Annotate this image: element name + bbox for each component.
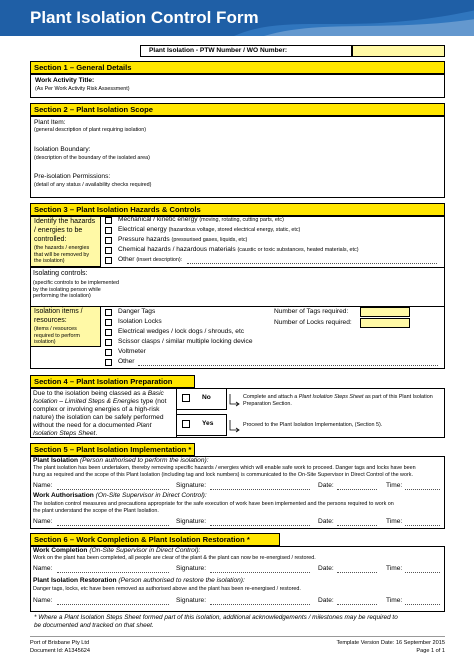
name-label: Name: [33,518,53,525]
authorisation-text-line: The isolation control measures and precautions appropriate for the safe execution of work have been implemented and the persons required to work on [33,501,394,507]
plant-item-input[interactable] [140,118,440,140]
section-6-header: Section 6 – Work Completion & Plant Isolation Restoration * [30,533,280,546]
controls-hint-line: by the isolating person while [33,286,101,293]
boundary-label: Isolation Boundary: [34,146,91,153]
authorisation-text-line: the plant understand the scope of the Plant Isolation. [33,508,159,514]
date-label: Date: [318,482,334,489]
isolation-text-line: The plant isolation has been undertaken, thereby removing specific hazards / energies which will enable safe work to proceed. Danger tags and locks have been [33,465,416,471]
isolation-date-input[interactable] [337,489,377,490]
section-4-question-line: Due to the isolation being classed as a Basic [33,390,164,397]
name-label: Name: [33,482,53,489]
footer-company: Port of Brisbane Pty Ltd [30,640,90,646]
no-action-line: Complete and attach a Plant Isolation Steps Sheet as part of this Plant Isolation [243,394,433,400]
work-activity-hint: (As Per Work Activity Risk Assessment) [35,86,130,92]
time-label: Time: [386,482,403,489]
controls-hint-line: performing the isolation) [33,293,91,299]
footer-doc-id: Document Id: A1345624 [30,648,91,654]
authorisation-heading: Work Authorisation (On-Site Supervisor in Direct Control): [33,492,207,499]
hazard-item: Mechanical / kinetic energy (moving, rotating, cutting parts, etc) [118,216,284,223]
hazards-hint-line: (the hazards / energies [34,245,90,251]
restoration-time-input[interactable] [405,604,440,605]
banner-wave-graphic [234,0,474,36]
completion-time-input[interactable] [405,572,440,573]
isolation-signature-input[interactable] [210,489,310,490]
no-checkbox[interactable] [182,394,190,402]
tags-required-input[interactable] [360,307,410,317]
boundary-input[interactable] [140,144,440,166]
item-scissor-clasps-checkbox[interactable] [105,339,112,346]
item-label: Danger Tags [118,308,156,315]
hazard-chemical-checkbox[interactable] [105,247,112,254]
isolation-text-line: hung as required and the scope of this Plant Isolation (including tag and lock numbers) is communicated to the On-Site Supervisor in Direct Control of the work. [33,472,413,478]
date-label: Date: [318,565,334,572]
name-label: Name: [33,565,53,572]
no-label: No [202,394,211,401]
item-danger-tags-checkbox[interactable] [105,309,112,316]
section-1-header: Section 1 – General Details [30,61,445,74]
isolation-heading: Plant Isolation (Person authorised to perform the isolation): [33,457,209,464]
items-label-box [30,306,101,347]
items-hint-line: isolation) [34,339,56,345]
date-label: Date: [318,518,334,525]
signature-label: Signature: [176,518,207,525]
section-4-question-line: Isolation Steps Sheet. [33,430,98,437]
restoration-heading: Plant Isolation Restoration (Person authorised to restore the isolation): [33,577,245,584]
hazard-item: Electrical energy (hazardous voltage, stored electrical energy, static, etc) [118,226,301,233]
authorisation-name-input[interactable] [57,525,169,526]
controls-label: Isolating controls: [33,270,88,277]
signature-label: Signature: [176,482,207,489]
items-hint-line: (items / resources [34,326,77,332]
authorisation-time-input[interactable] [405,525,440,526]
isolation-time-input[interactable] [405,489,440,490]
hazards-label-line: controlled: [34,236,67,243]
hazard-item: Pressure hazards (pressurised gases, liquids, etc) [118,236,248,243]
time-label: Time: [386,597,403,604]
time-label: Time: [386,565,403,572]
plant-item-label: Plant Item: [34,119,66,126]
permissions-hint: (detail of any status / availability checks required) [34,182,152,188]
item-isolation-locks-checkbox[interactable] [105,319,112,326]
hazard-other-checkbox[interactable] [105,257,112,264]
item-label: Isolation Locks [118,318,162,325]
ptw-label: Plant Isolation - PTW Number / WO Number: [149,47,288,54]
footer-divider [30,636,445,637]
name-label: Name: [33,597,53,604]
section-4-question-line: complex or involving energies of a high-risk [33,406,160,413]
items-label-line: Isolation items / [34,308,83,315]
item-other-checkbox[interactable] [105,359,112,366]
footnote-line: be documented and tracked on that sheet. [34,622,154,629]
date-label: Date: [318,597,334,604]
item-electrical-wedges-checkbox[interactable] [105,329,112,336]
section-4-header: Section 4 – Plant Isolation Preparation [30,375,195,388]
hazards-hint-line: that will be removed by [34,251,90,258]
completion-date-input[interactable] [337,572,377,573]
restoration-signature-input[interactable] [210,604,310,605]
item-other-input[interactable] [138,365,438,366]
isolation-name-input[interactable] [57,489,169,490]
footer-template-version: Template Version Date: 16 September 2015 [336,640,445,646]
section-4-question-line: Isolation – Limited Steps & Energies type (not [33,398,167,405]
completion-heading: Work Completion (On-Site Supervisor in Direct Control): [33,547,201,554]
section-4-question-line: without the need for a documented Plant [33,422,152,429]
permissions-input[interactable] [140,170,440,194]
time-label: Time: [386,518,403,525]
completion-text: Work on the plant has been completed, all people are clear of the plant & the plant can now be re-energised / restored. [33,555,316,561]
hazard-item: Chemical hazards / hazardous materials (caustic or toxic substances, heated materials, etc) [118,246,359,253]
hazard-other-input[interactable] [187,263,437,264]
yes-label: Yes [202,420,214,427]
hazard-item: Other (insert description): [118,256,183,263]
item-label: Scissor clasps / similar multiple locking device [118,338,253,345]
form-title: Plant Isolation Control Form [30,8,259,27]
footnote-line: * Where a Plant Isolation Steps Sheet formed part of this isolation, additional acknowledgements / milestones may be required to [34,614,398,621]
hazard-electrical-checkbox[interactable] [105,227,112,234]
hazard-pressure-checkbox[interactable] [105,237,112,244]
signature-label: Signature: [176,565,207,572]
authorisation-signature-input[interactable] [210,525,310,526]
title-banner [0,0,474,36]
restoration-text: Danger tags, locks, etc have been removed as authorised above and the plant has been re-energised / restored. [33,586,301,592]
locks-required-input[interactable] [360,318,410,328]
work-activity-label: Work Activity Title: [35,77,95,84]
item-label: Other [118,358,135,365]
hazards-hint-line: the isolation) [34,258,65,264]
completion-signature-input[interactable] [210,572,310,573]
hazards-label-box [30,216,101,267]
hazards-label-line: / energies to be [34,227,83,234]
section-3-header: Section 3 – Plant Isolation Hazards & Controls [30,203,445,216]
boundary-hint: (description of the boundary of the isolated area) [34,155,150,161]
no-action-line: Preparation Section. [243,401,292,407]
controls-hint-line: (specific controls to be implemented [33,280,119,286]
hazards-label-line: Identify the hazards [34,218,96,225]
tags-required-label: Number of Tags required: [274,308,349,315]
item-label: Voltmeter [118,348,146,355]
section-4-question-line: nature) the isolation can be safely performed [33,414,164,421]
items-hint-line: required to perform [34,332,80,339]
plant-item-hint: (general description of plant requiring isolation) [34,127,147,133]
completion-name-input[interactable] [57,572,169,573]
section-5-header: Section 5 – Plant Isolation Implementation * [30,443,195,456]
signature-label: Signature: [176,597,207,604]
ptw-number-input[interactable] [352,45,445,57]
restoration-date-input[interactable] [337,604,377,605]
arrow-icons [228,392,242,436]
ptw-label-box [140,45,352,57]
yes-checkbox[interactable] [182,420,190,428]
yes-action: Proceed to the Plant Isolation Implementation, (Section 5). [243,422,383,428]
hazard-mechanical-checkbox[interactable] [105,217,112,224]
restoration-name-input[interactable] [57,604,169,605]
authorisation-date-input[interactable] [337,525,377,526]
controls-input[interactable] [105,270,440,302]
item-voltmeter-checkbox[interactable] [105,349,112,356]
permissions-label: Pre-isolation Permissions: [34,173,111,180]
footer-page-number: Page 1 of 1 [416,648,445,654]
locks-required-label: Number of Locks required: [274,319,352,326]
section-2-header: Section 2 – Plant Isolation Scope [30,103,445,116]
work-activity-input[interactable] [140,76,440,94]
divider [30,267,445,268]
item-label: Electrical wedges / lock dogs / shrouds, etc [118,328,245,335]
items-label-line: resources: [34,317,67,324]
